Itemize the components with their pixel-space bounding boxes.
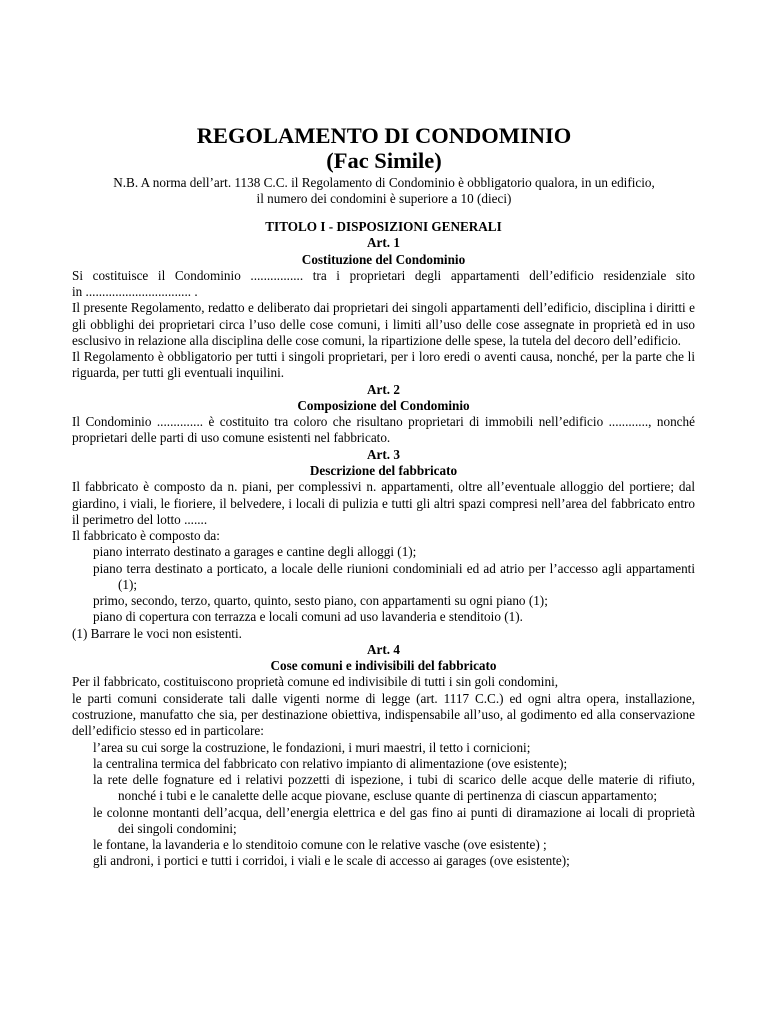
art3-number: Art. 3 [367, 446, 400, 462]
art4-heading: Cose comuni e indivisibili del fabbricato [270, 658, 497, 674]
nb-note-line-1: N.B. A norma dell’art. 1138 C.C. il Regolamento di Condominio è obbligatorio qualora, in un edificio, [113, 175, 655, 190]
art4-paragraph-2: le parti comuni considerate tali dalle vigenti norme di legge (art. 1117 C.C.) ed ogni altra opera, installazione, costruzione, manufatto che sia, per destinazione obiettiva, indispensabile all’uso, al godimento ed alla conservazione dell’edificio stesso ed in particolare: [72, 690, 695, 739]
document-subtitle: (Fac Simile) [326, 148, 442, 173]
document-title: REGOLAMENTO DI CONDOMINIO [196, 123, 572, 148]
art1-paragraph-2: Il presente Regolamento, redatto e deliberato dai proprietari dei singoli appartamenti dell’edificio, disciplina i diritti e gli obblighi dei proprietari circa l’uso delle cose comuni, i limiti all’uso delle cose assegnate in proprietà ed in uso esclusivo in relazione alla disciplina delle cose comuni, la ripartizione delle spese, la tutela del decoro dell’edificio. [72, 300, 695, 348]
art1-number: Art. 1 [367, 235, 400, 251]
art3-list-item: piano di copertura con terrazza e locali comuni ad uso lavanderia e stenditoio (1). [93, 609, 523, 625]
art1-paragraph-3: Il Regolamento è obbligatorio per tutti i singoli proprietari, per i loro eredi o aventi causa, nonché, per la parte che li riguarda, per tutti gli eventuali inquilini. [72, 349, 695, 381]
art4-list-item: la centralina termica del fabbricato con relativo impianto di alimentazione (ove esistente); [93, 755, 568, 771]
art1-paragraph-1-line-2: in ................................ . [72, 284, 198, 300]
art4-list-item: le colonne montanti dell’acqua, dell’energia elettrica e del gas fino ai punti di diramazione ai locali di proprietà dei singoli condomini; [93, 804, 695, 836]
art3-heading: Descrizione del fabbricato [309, 462, 458, 478]
art1-heading: Costituzione del Condominio [301, 251, 466, 267]
art2-paragraph-1: Il Condominio .............. è costituito tra coloro che risultano proprietari di immobili nell’edificio ............, nonché proprietari delle parti di uso comune esistenti nel fabbricato. [72, 414, 695, 446]
nb-note-line-2: il numero dei condomini è superiore a 10 (dieci) [256, 191, 512, 206]
art1-paragraph-1-line-1: Si costituisce il Condominio ................ tra i proprietari degli appartamenti dell’edificio residenziale sito [72, 267, 695, 283]
art2-number: Art. 2 [367, 381, 400, 397]
titolo-heading: TITOLO I - DISPOSIZIONI GENERALI [265, 219, 502, 234]
art3-list-item: piano interrato destinato a garages e cantine degli alloggi (1); [93, 544, 417, 560]
art2-heading: Composizione del Condominio [297, 397, 470, 413]
art3-list-item: piano terra destinato a porticato, a locale delle riunioni condominiali ed ad atrio per l’accesso agli appartamenti (1); [93, 560, 695, 592]
art3-footnote: (1) Barrare le voci non esistenti. [72, 625, 242, 641]
art4-list-item: l’area su cui sorge la costruzione, le fondazioni, i muri maestri, il tetto i cornicioni; [93, 739, 531, 755]
art3-list-item: primo, secondo, terzo, quarto, quinto, sesto piano, con appartamenti su ogni piano (1); [93, 593, 548, 609]
document-body [72, 219, 695, 870]
art4-list-item: le fontane, la lavanderia e lo stenditoio comune con le relative vasche (ove esistente) ; [93, 837, 547, 853]
art4-list-item: gli androni, i portici e tutti i corridoi, i viali e le scale di accesso ai garages (ove esistente); [93, 853, 570, 869]
art4-paragraph-1: Per il fabbricato, costituiscono proprietà comune ed indivisibile di tutti i sin goli condomini, [72, 674, 559, 690]
art4-list-item: la rete delle fognature ed i relativi pozzetti di ispezione, i tubi di scarico delle acque delle materie di rifiuto, nonché i tubi e le canalette delle acque piovane, escluse quante di pertinenza di ciascun appartamento; [93, 772, 695, 804]
art3-paragraph-2: Il fabbricato è composto da: [72, 528, 220, 544]
art3-paragraph-1: Il fabbricato è composto da n. piani, per complessivi n. appartamenti, oltre all’eventuale alloggio del portiere; dal giardino, i viali, le fioriere, il belvedere, i locali di pulizia e tutti gli altri spazi compresi nell’area del fabbricato entro il perimetro del lotto ....... [72, 479, 695, 527]
art4-number: Art. 4 [367, 641, 400, 657]
